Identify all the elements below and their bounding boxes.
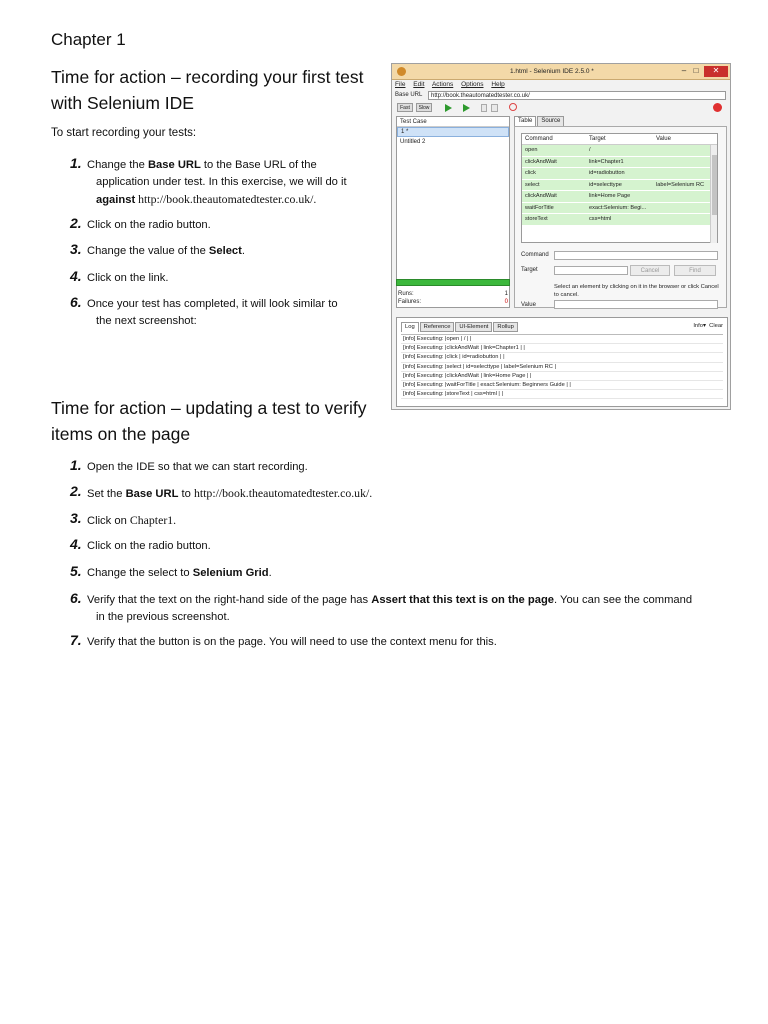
step-bold: against: [96, 194, 136, 206]
ide-title: 1.html - Selenium IDE 2.5.0 *: [510, 68, 594, 75]
tab-rollup[interactable]: Rollup: [493, 322, 517, 332]
run-stats: [398, 290, 508, 306]
cell-command: select: [525, 181, 540, 188]
editor-tabs: [514, 116, 565, 126]
step-text: Change the value of the: [87, 245, 209, 257]
cell-command: click: [525, 170, 536, 176]
pause-icon[interactable]: [481, 104, 487, 112]
step-number: 2.: [70, 483, 82, 499]
list-item: [70, 457, 308, 476]
cell-command: clickAndWait: [525, 158, 557, 165]
ide-toolbar: [395, 102, 727, 114]
list-item: [70, 536, 211, 555]
log-list: [401, 334, 723, 404]
list-item: [70, 241, 245, 260]
step-text-line2: the next screenshot:: [96, 315, 197, 327]
section2-title-line2: items on the page: [51, 424, 191, 444]
step-text: Click on the radio button.: [87, 540, 211, 552]
cancel-button[interactable]: Cancel: [630, 265, 670, 276]
table-row[interactable]: [522, 203, 717, 215]
list-item: [70, 483, 373, 503]
test-case-header: Test Case: [397, 117, 509, 127]
target-label: Target: [521, 267, 538, 273]
editor-panel: [514, 116, 727, 308]
section2-title: [51, 395, 366, 447]
step-bold: Selenium Grid: [192, 567, 269, 579]
tab-ui-element[interactable]: UI-Element: [455, 322, 492, 332]
cell-target: id=selecttype: [589, 181, 622, 188]
log-line: [info] Executing: |select | id=selecttype | label=Selenium RC |: [401, 363, 723, 372]
runs-label: Runs:: [398, 291, 414, 297]
section1-title: [51, 64, 364, 116]
step-number: 4.: [70, 268, 82, 284]
tab-log[interactable]: Log: [401, 322, 419, 332]
step-url: http://book.theautomatedtester.co.uk/.: [193, 486, 373, 500]
step-text: .: [268, 567, 272, 579]
table-row[interactable]: [522, 168, 717, 180]
selenium-ide-screenshot: [391, 63, 731, 410]
step-icon[interactable]: [491, 104, 498, 112]
step-text: Verify that the text on the right-hand side of the page has: [87, 594, 372, 606]
list-item: [70, 215, 211, 234]
record-icon[interactable]: [713, 103, 722, 112]
column-header: Value: [656, 136, 671, 142]
step-text: .: [241, 245, 245, 257]
step-bold: Base URL: [147, 159, 201, 171]
tab-table[interactable]: Table: [514, 116, 536, 126]
step-number: 6.: [70, 590, 82, 606]
failures-label: Failures:: [398, 299, 422, 305]
cell-command: waitForTitle: [525, 204, 554, 211]
list-item: [70, 590, 747, 626]
step-number: 1.: [70, 155, 82, 171]
log-line: [info] Executing: |waitForTitle | exact:Selenium: Beginners Guide | |: [401, 381, 723, 390]
cell-target: link=Home Page: [589, 193, 631, 199]
cell-target: link=Chapter1: [589, 158, 624, 165]
step-bold: Select: [208, 245, 242, 257]
cell-command: clickAndWait: [525, 193, 557, 199]
minimize-icon[interactable]: –: [681, 66, 687, 75]
menu-actions[interactable]: Actions: [431, 81, 454, 88]
column-header: Command: [525, 136, 553, 142]
schedule-icon[interactable]: [509, 103, 517, 111]
cell-target: id=radiobutton: [589, 170, 625, 176]
scrollbar-thumb[interactable]: [712, 155, 717, 215]
step-number: 3.: [70, 241, 82, 257]
command-table: [521, 133, 718, 243]
table-row[interactable]: [522, 157, 717, 169]
base-url-label: Base URL: [395, 92, 423, 98]
cell-value: label=Selenium RC: [656, 181, 705, 188]
value-input[interactable]: [554, 300, 718, 309]
table-row[interactable]: [522, 145, 717, 157]
speed-fast-button[interactable]: Fast: [397, 103, 413, 112]
menu-edit[interactable]: Edit: [413, 81, 425, 88]
step-number: 1.: [70, 457, 82, 473]
list-item: [70, 632, 497, 651]
step-number: 4.: [70, 536, 82, 552]
step-text: Verify that the button is on the page. You will need to use the context menu for this.: [87, 636, 497, 648]
column-header: Target: [589, 136, 606, 142]
table-row[interactable]: [522, 214, 717, 226]
menu-options[interactable]: Options: [461, 81, 484, 88]
log-line: [info] Executing: |clickAndWait | link=Home Page | |: [401, 372, 723, 381]
close-icon[interactable]: ✕: [704, 66, 728, 77]
step-number: 5.: [70, 563, 82, 579]
log-controls: [693, 323, 723, 329]
step-text-line2: application under test. In this exercise, we will do it: [96, 176, 347, 188]
command-table-header: [522, 134, 717, 145]
play-suite-icon[interactable]: [445, 104, 452, 112]
log-panel: [396, 317, 728, 407]
ide-titlebar: [392, 64, 730, 80]
list-item: [70, 294, 377, 330]
section1-title-line1: Time for action – recording your first test: [51, 67, 364, 87]
step-text: Change the select to: [87, 567, 193, 579]
step-number: 6.: [70, 294, 82, 310]
step-text: to: [178, 488, 194, 500]
step-number: 7.: [70, 632, 82, 648]
step-text: Click on the link.: [87, 272, 169, 284]
step-text: to the Base URL of the: [200, 159, 317, 171]
section2-title-line1: Time for action – updating a test to verify: [51, 398, 367, 418]
step-text: Set the: [87, 488, 126, 500]
step-text: Click on the radio button.: [87, 219, 211, 231]
list-item: [70, 563, 272, 582]
step-text-line2: in the previous screenshot.: [96, 611, 230, 623]
step-text: Change the: [87, 159, 148, 171]
test-case-item[interactable]: 1 *: [397, 127, 509, 137]
step-text: Once your test has completed, it will look similar to: [87, 298, 338, 310]
list-item: [70, 155, 377, 209]
clear-log-button[interactable]: Clear: [709, 323, 723, 329]
base-url-input[interactable]: http://book.theautomatedtester.co.uk/: [428, 91, 726, 100]
log-line: [info] Executing: |click | id=radiobutton | |: [401, 353, 723, 362]
section1-intro: To start recording your tests:: [51, 127, 197, 139]
tab-source[interactable]: Source: [537, 116, 564, 126]
failures-value: 0: [504, 299, 508, 305]
cell-command: open: [525, 147, 538, 153]
target-input[interactable]: [554, 266, 628, 275]
table-row[interactable]: [522, 191, 717, 203]
step-number: 3.: [70, 510, 82, 526]
table-row[interactable]: [522, 180, 717, 192]
log-level-select[interactable]: Info▾: [693, 323, 706, 329]
cell-command: storeText: [525, 216, 548, 222]
step-text: . You can see the command: [554, 594, 693, 606]
command-label: Command: [521, 252, 549, 258]
maximize-icon[interactable]: □: [693, 66, 699, 75]
tab-reference[interactable]: Reference: [420, 322, 455, 332]
list-item: [70, 510, 177, 530]
ide-menubar: [395, 81, 511, 88]
section1-title-line2: with Selenium IDE: [51, 93, 194, 113]
runs-value: 1: [504, 291, 508, 297]
cell-target: /: [589, 147, 591, 153]
log-line: [info] Executing: |clickAndWait | link=Chapter1 | |: [401, 344, 723, 353]
log-line: [info] Executing: |storeText | css=html | |: [401, 390, 723, 399]
step-bold: Base URL: [125, 488, 179, 500]
command-input[interactable]: [554, 251, 718, 260]
step-text: Click on: [87, 515, 130, 527]
step-bold: Assert that this text is on the page: [371, 594, 554, 606]
step-text: Open the IDE so that we can start recording.: [87, 461, 308, 473]
test-case-item[interactable]: Untitled 2: [400, 139, 426, 145]
cell-target: css=html: [589, 216, 612, 222]
table-scrollbar[interactable]: [710, 145, 717, 243]
step-url: Chapter1.: [129, 513, 177, 527]
menu-help[interactable]: Help: [491, 81, 505, 88]
menu-file[interactable]: File: [395, 81, 406, 88]
value-label: Value: [521, 302, 536, 308]
list-item: [70, 268, 169, 287]
log-tabs: [401, 322, 519, 332]
target-hint: Select an element by clicking on it in the browser or click Cancel to cancel.: [554, 284, 719, 298]
find-button[interactable]: Find: [674, 265, 716, 276]
chapter-heading: Chapter 1: [51, 30, 126, 49]
step-number: 2.: [70, 215, 82, 231]
step-url: http://book.theautomatedtester.co.uk/.: [135, 192, 317, 206]
log-line: [info] Executing: |open | / | |: [401, 335, 723, 344]
firefox-icon: [397, 67, 406, 76]
play-test-icon[interactable]: [463, 104, 470, 112]
speed-slow-button[interactable]: Slow: [416, 103, 432, 112]
run-progress-bar: [396, 279, 510, 286]
cell-target: exact:Selenium: Begi...: [589, 204, 647, 211]
